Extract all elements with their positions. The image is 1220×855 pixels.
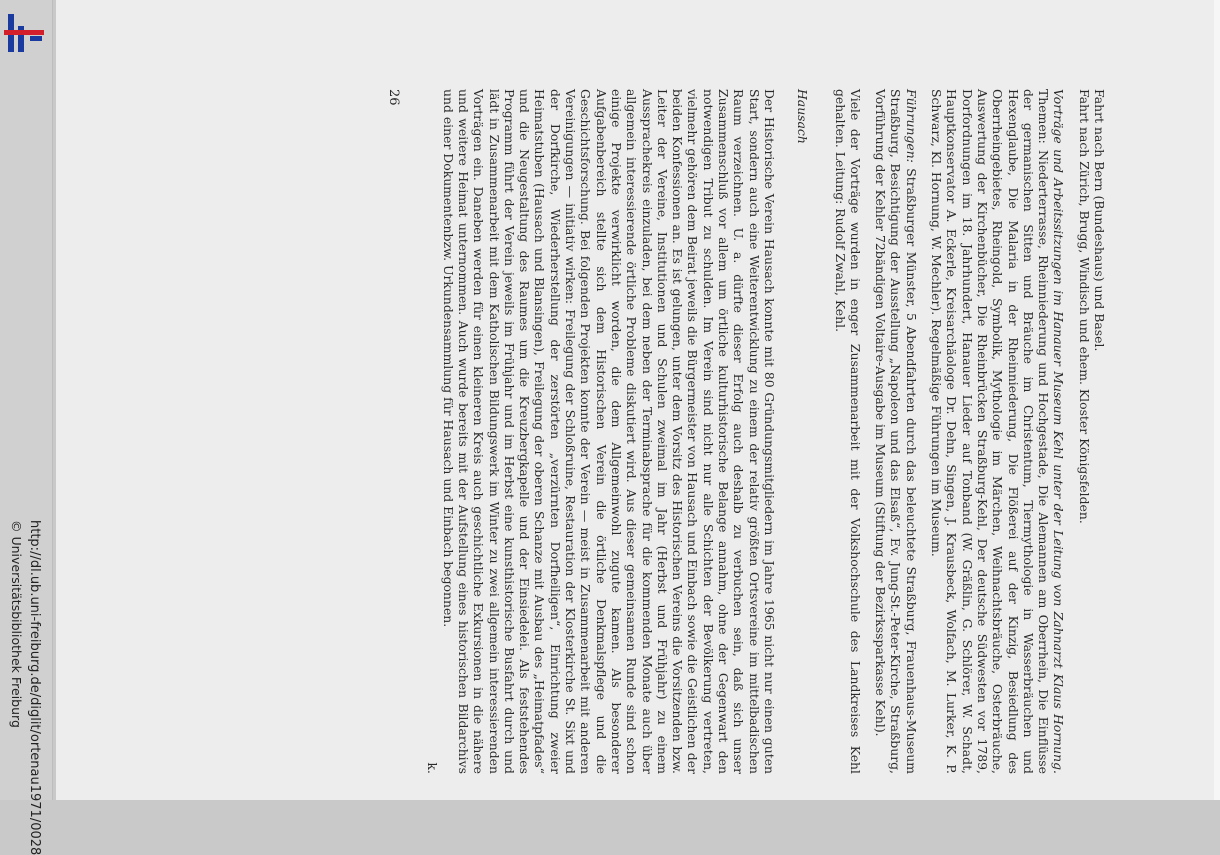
page-edge [1214, 0, 1220, 800]
lectures-heading: Vorträge und Arbeitssitzungen im Hanauer Museum Kehl unter der Leitung von Zahnarzt Klaus Hornung. [1051, 89, 1067, 774]
volkshochschule-paragraph: Viele der Vorträge wurden in enger Zusammenarbeit mit der Volkshochschule des Landkreises Kehl gehalten. Leitung: Rudolf Zwahl, Kehl. [832, 89, 863, 774]
copyright-notice: © Universitätsbibliothek Freiburg [9, 520, 24, 728]
page-text-rotated [75, 0, 1125, 800]
trip-line-zurich: Fahrt nach Zürich, Brugg, Windisch und ehem. Kloster Königsfelden. [1076, 89, 1092, 524]
page-number: 26 [386, 89, 402, 106]
trip-line-bern: Fahrt nach Bern (Bundeshaus) und Basel. [1092, 89, 1107, 352]
page-content [386, 0, 1125, 800]
source-url[interactable]: http://dl.ub.uni-freiburg.de/diglit/ortenau1971/0028 [27, 520, 42, 855]
tours-paragraph [873, 89, 919, 774]
author-signature: k. [425, 762, 441, 774]
sidebar [0, 0, 53, 855]
lectures-body: Themen: Niederterrasse, Rheinniederung und Hochgestade, Die Alemannen am Oberrhein, Die Einflüsse der germanischen Sitten und Bräuche im Christentum, Tiermythologie in Wasserbräuchen und Hexenglaube, Die Malaria in der Rheinniederung, Die Flößerei auf der Kinzig, Besiedlung des Oberrheingebietes, Rheingold, Symbolik, Mythologie im Märchen, Weihnachtsbräuche, Osterbräuche, Auswertung der Kirchenbücher, Die Rheinbrücken Straßburg-Kehl, Der deutsche Südwesten vor 1789, Dorfordnungen im 18. Jahrhundert, Hanauer Lieder auf Tonband (W. Gräßlin, G. Schlörer, W. Schadt, Hauptkonservator A. Eckerle, Kreisarchäologe Dr. Dehn, Singen, J. Krausbeck, Wolfach, M. Lurker, K. P. Schwarz, Kl. Hornung, W. Mechler). Regelmäßige Führungen im Museum. [929, 89, 1052, 774]
tours-body: Straßburger Münster, 5 Abendfahrten durch das beleuchtete Straßburg, Frauenhaus-Museum Straßburg, Besichtigung der Ausstellung „Napoleon und das Elsaß“, Ev. Jung-St.-Peter-Kirche, Straßburg, Vorführung der Kehler 72bändigen Voltaire-Ausgabe im Museum (Stiftung der Bezirkssparkasse Kehl). [873, 89, 919, 774]
lectures-paragraph [929, 89, 1067, 774]
section-title-hausach: Hausach [795, 89, 811, 144]
library-logo-icon[interactable] [4, 14, 44, 52]
tours-heading: Führungen: [903, 89, 919, 163]
hausach-paragraph: Der Historische Verein Hausach konnte mit 80 Gründungsmitgliedern im Jahre 1965 nicht nur einen guten Start, sondern auch eine Weiterentwicklung zu einem der relativ größten Ortsvereine im mittelbadischen Raum verzeichnen. U. a. dürfte dieser Erfolg auch deshalb zu verbuchen sein, daß sich unser Zusammenschluß vor allem um örtliche kulturhistorische Belange annahm, ohne der Gegenwart den notwendigen Tribut zu schulden. Im Verein sind nicht nur alle Schichten der Bevölkerung vertreten, vielmehr gehören dem Beirat jeweils die Bürgermeister von Hausach und Einbach sowie die Geistlichen der beiden Konfessionen an. Es ist gelungen, unter dem Vorsitz des Historischen Vereins die Vorsitzenden bzw. Leiter der Vereine, Institutionen und Schulen zweimal im Jahr (Herbst und Frühjahr) zu einem Aussprachekreis einzuladen, bei dem neben der Terminabsprache für die kommenden Monate auch über allgemein interessierende örtliche Probleme diskutiert wird. Aus dieser gemeinsamen Runde sind schon einige Projekte verwirklicht worden, die dem Allgemeinwohl zugute kamen. Als besonderer Aufgabenbereich stellte sich dem Historischen Verein die örtliche Denkmalspflege und die Geschichtsforschung. Bei folgenden Projekten konnte der Verein — meist in Zusammenarbeit mit anderen Vereinigungen — initiativ wirken: Freilegung der Schloßruine, Restauration der Klosterkirche St. Sixt und der Dorfkirche, Wiederherstellung der zerstörten „verzürnten Dorfheiligen“, Einrichtung zweier Heimatstuben (Hausach und Blansingen), Freilegung der oberen Schanze mit Ausbau des „Heimatpfades“ und die Neugestaltung des Raumes um die Kreuzbergkapelle und der Einsiedelei. Als feststehendes Programm führt der Verein jeweils im Frühjahr und im Herbst eine kunsthistorische Busfahrt durch und lädt in Zusammenarbeit mit dem Katholischen Bildungswerk im Winter zu zwei allgemein interessierenden Vorträgen ein. Daneben werden für einen kleineren Kreis auch geschichtliche Exkursionen in die nähere und weitere Heimat unternommen. Auch wurde bereits mit der Aufstellung eines historischen Bildarchivs und einer Dokumentenbzw. Urkundensammlung für Hausach und Einbach begonnen. [440, 89, 777, 774]
